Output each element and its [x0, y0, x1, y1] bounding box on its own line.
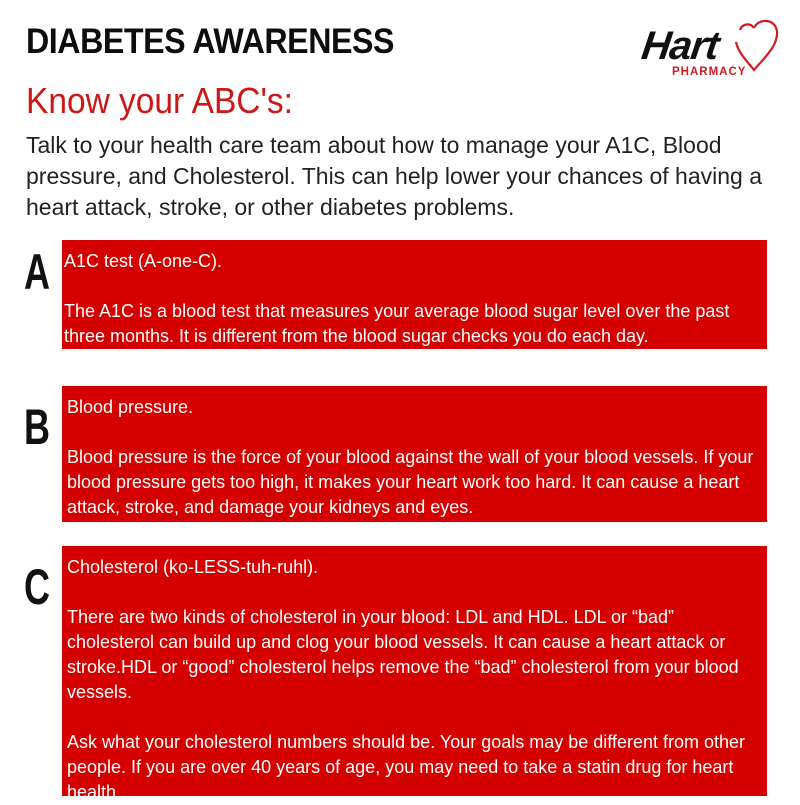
section-paragraph: There are two kinds of cholesterol in your blood: LDL and HDL. LDL or “bad” cholesterol can build up and clog your blood vessels. It can cause a heart attack or stroke.HDL or “good” cholesterol helps remove the “bad” cholesterol from your blood vessels.	[67, 607, 739, 702]
logo-wordmark: Hart	[638, 24, 722, 68]
section-paragraph: Ask what your cholesterol numbers should be. Your goals may be different from other people. If you are over 40 years of age, you may need to take a statin drug for heart health.	[67, 732, 746, 802]
section-box-a1c	[62, 240, 767, 349]
section-letter-c: C	[24, 559, 50, 615]
page-subtitle: Know your ABC's:	[26, 80, 293, 121]
section-paragraph: The A1C is a blood test that measures your average blood sugar level over the past three months. It is different from the blood sugar checks you do each day.	[64, 301, 730, 346]
logo-tagline: PHARMACY	[672, 66, 747, 78]
section-letter-a: A	[24, 244, 50, 300]
section-heading: Blood pressure.	[67, 397, 194, 417]
section-heading: A1C test (A-one-C).	[64, 251, 223, 271]
section-paragraph: Blood pressure is the force of your blood against the wall of your blood vessels. If your blood pressure gets too high, it makes your heart work too hard. It can cause a heart attack, stroke, and damage your kidneys and eyes.	[67, 447, 754, 517]
section-letter-b: B	[24, 399, 50, 455]
brand-logo	[640, 18, 782, 80]
section-box-cholesterol	[62, 546, 767, 802]
intro-text: Talk to your health care team about how to manage your A1C, Blood pressure, and Cholesterol. This can help lower your chances of having a heart attack, stroke, or other diabetes problems.	[26, 132, 762, 220]
section-heading: Cholesterol (ko-LESS-tuh-ruhl).	[67, 557, 319, 577]
section-box-blood-pressure	[62, 386, 767, 522]
page-title: DIABETES AWARENESS	[26, 22, 395, 61]
